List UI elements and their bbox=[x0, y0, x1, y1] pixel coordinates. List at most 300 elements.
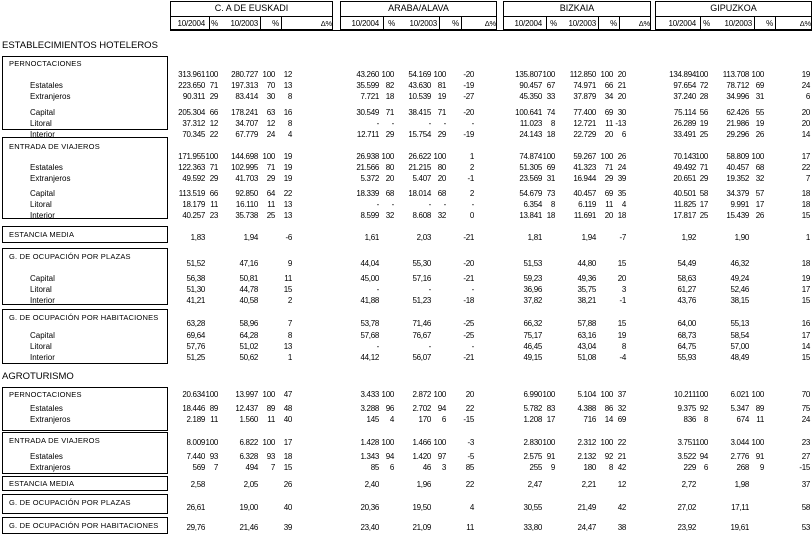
data-cell: 1.560 bbox=[239, 415, 258, 424]
data-cell: - bbox=[376, 285, 379, 294]
data-cell: 100 bbox=[751, 70, 764, 79]
data-cell: 71 bbox=[437, 108, 446, 117]
data-cell: 13 bbox=[283, 342, 292, 351]
data-cell: 27,02 bbox=[677, 503, 696, 512]
data-cell: 16 bbox=[801, 319, 810, 328]
data-cell: -15 bbox=[463, 415, 474, 424]
column-subheader: % bbox=[610, 19, 617, 28]
data-cell: 11 bbox=[756, 415, 764, 424]
data-cell: -25 bbox=[463, 331, 474, 340]
header-bottom-rule bbox=[170, 30, 812, 31]
data-cell: 3.288 bbox=[360, 404, 379, 413]
data-cell: 34.996 bbox=[726, 92, 749, 101]
data-cell: 2,47 bbox=[527, 480, 542, 489]
data-cell: 15 bbox=[617, 319, 626, 328]
data-cell: 1,81 bbox=[527, 233, 542, 242]
data-cell: 39 bbox=[617, 174, 626, 183]
data-cell: 11 bbox=[210, 415, 218, 424]
data-cell: 122.363 bbox=[178, 163, 205, 172]
data-cell: 29.296 bbox=[726, 130, 749, 139]
data-cell: 83.414 bbox=[235, 92, 258, 101]
data-cell: 37,82 bbox=[523, 296, 542, 305]
data-cell: 20 bbox=[604, 211, 613, 220]
data-cell: 10.211 bbox=[673, 390, 696, 399]
data-cell: 2.830 bbox=[523, 438, 542, 447]
data-cell: 1,90 bbox=[734, 233, 749, 242]
data-cell: 96 bbox=[385, 404, 394, 413]
data-cell: 55,30 bbox=[412, 259, 431, 268]
data-cell: 100 bbox=[695, 438, 708, 447]
data-cell: 21 bbox=[617, 452, 626, 461]
data-cell: 32 bbox=[617, 404, 626, 413]
data-cell: 70 bbox=[266, 81, 275, 90]
data-cell: -1 bbox=[467, 174, 474, 183]
data-cell: 68 bbox=[755, 163, 764, 172]
data-cell: 1,83 bbox=[190, 233, 205, 242]
data-cell: 4.388 bbox=[577, 404, 596, 413]
data-cell: 21.566 bbox=[356, 163, 379, 172]
data-cell: 8 bbox=[608, 463, 613, 472]
data-cell: 44,80 bbox=[577, 259, 596, 268]
data-cell: 1,92 bbox=[681, 233, 696, 242]
column-subheader: 10/2003 bbox=[724, 19, 752, 28]
data-cell: 11.691 bbox=[573, 211, 596, 220]
data-cell: -20 bbox=[463, 108, 474, 117]
data-cell: 57,16 bbox=[412, 274, 431, 283]
data-cell: 7 bbox=[270, 463, 275, 472]
row-label: Interior bbox=[30, 296, 55, 305]
data-cell: 9 bbox=[550, 463, 555, 472]
data-cell: -19 bbox=[463, 130, 474, 139]
data-cell: 1.466 bbox=[412, 438, 431, 447]
data-cell: 2,05 bbox=[243, 480, 258, 489]
data-cell: 70 bbox=[801, 390, 810, 399]
data-cell: 100 bbox=[751, 390, 764, 399]
data-cell: 83 bbox=[546, 404, 555, 413]
data-cell: 5.372 bbox=[360, 174, 379, 183]
row-label: Extranjeros bbox=[30, 415, 71, 424]
data-cell: 43.260 bbox=[356, 70, 379, 79]
data-cell: 19.352 bbox=[726, 174, 749, 183]
data-cell: 35.599 bbox=[356, 81, 379, 90]
data-cell: 46,32 bbox=[730, 259, 749, 268]
data-cell: 19,00 bbox=[239, 503, 258, 512]
data-cell: 20 bbox=[385, 174, 394, 183]
data-cell: 26.622 bbox=[408, 152, 431, 161]
data-cell: 10.539 bbox=[408, 92, 431, 101]
data-cell: -20 bbox=[463, 70, 474, 79]
data-cell: 2,58 bbox=[190, 480, 205, 489]
column-subheader: 10/2004 bbox=[514, 19, 542, 28]
data-cell: 11.023 bbox=[519, 119, 542, 128]
group-title: G. DE OCUPACIÓN POR PLAZAS bbox=[9, 498, 131, 507]
data-cell: 97.654 bbox=[673, 81, 696, 90]
data-cell: 57,76 bbox=[186, 342, 205, 351]
data-cell: 24.143 bbox=[519, 130, 542, 139]
subheader-separator bbox=[260, 16, 261, 30]
data-cell: 6.354 bbox=[523, 200, 542, 209]
data-cell: - bbox=[471, 119, 474, 128]
data-cell: 63,16 bbox=[577, 331, 596, 340]
data-cell: 67.779 bbox=[235, 130, 258, 139]
data-cell: 73 bbox=[546, 189, 555, 198]
data-cell: 68,73 bbox=[677, 331, 696, 340]
data-cell: 69,64 bbox=[186, 331, 205, 340]
data-cell: 205.304 bbox=[178, 108, 205, 117]
data-cell: 16.944 bbox=[573, 174, 596, 183]
data-cell: 92 bbox=[699, 404, 708, 413]
data-cell: 12 bbox=[283, 70, 292, 79]
data-cell: 100 bbox=[205, 438, 218, 447]
data-cell: 6.021 bbox=[730, 390, 749, 399]
data-cell: 2.702 bbox=[412, 404, 431, 413]
data-cell: 43,04 bbox=[577, 342, 596, 351]
data-cell: 4 bbox=[621, 200, 626, 209]
data-cell: 8 bbox=[550, 200, 555, 209]
subheader-separator bbox=[619, 16, 620, 30]
data-cell: 14 bbox=[604, 415, 613, 424]
data-cell: 1 bbox=[469, 152, 474, 161]
region-title: GIPUZKOA bbox=[710, 3, 757, 13]
data-cell: 8 bbox=[703, 415, 708, 424]
data-cell: 59,23 bbox=[523, 274, 542, 283]
data-cell: 23 bbox=[209, 211, 218, 220]
data-cell: 1.420 bbox=[412, 452, 431, 461]
data-cell: 135.807 bbox=[515, 70, 542, 79]
data-cell: 13 bbox=[283, 81, 292, 90]
data-cell: 51,08 bbox=[577, 353, 596, 362]
data-cell: -27 bbox=[463, 92, 474, 101]
subheader-separator bbox=[209, 16, 210, 30]
data-cell: 40,58 bbox=[239, 296, 258, 305]
data-cell: 1.208 bbox=[523, 415, 542, 424]
data-cell: 40 bbox=[283, 415, 292, 424]
column-subheader: 10/2004 bbox=[668, 19, 696, 28]
data-cell: 1 bbox=[287, 353, 292, 362]
data-cell: 2.189 bbox=[186, 415, 205, 424]
data-cell: 19,61 bbox=[730, 523, 749, 532]
data-cell: 21,49 bbox=[577, 503, 596, 512]
data-cell: 18.339 bbox=[356, 189, 379, 198]
data-cell: 45,00 bbox=[360, 274, 379, 283]
data-cell: 100 bbox=[433, 70, 446, 79]
data-cell: 836 bbox=[683, 415, 696, 424]
subheader-separator bbox=[461, 16, 462, 30]
data-cell: 100.641 bbox=[515, 108, 542, 117]
column-subheader: 10/2003 bbox=[230, 19, 258, 28]
data-cell: 494 bbox=[245, 463, 258, 472]
data-cell: 12.711 bbox=[356, 130, 379, 139]
data-cell: 51,02 bbox=[239, 342, 258, 351]
data-cell: 51,30 bbox=[186, 285, 205, 294]
data-cell: 11 bbox=[605, 200, 613, 209]
data-cell: 33 bbox=[546, 92, 555, 101]
row-label: Estatales bbox=[30, 404, 63, 413]
data-cell: 41,88 bbox=[360, 296, 379, 305]
data-cell: - bbox=[391, 200, 394, 209]
data-cell: 49.592 bbox=[182, 174, 205, 183]
row-label: Interior bbox=[30, 211, 55, 220]
data-cell: 12.721 bbox=[573, 119, 596, 128]
data-cell: 2,21 bbox=[581, 480, 596, 489]
data-cell: 58.809 bbox=[726, 152, 749, 161]
section-title: AGROTURISMO bbox=[2, 371, 74, 382]
data-cell: 18 bbox=[283, 452, 292, 461]
group-title: PERNOCTACIONES bbox=[9, 59, 82, 68]
data-cell: 1,96 bbox=[416, 480, 431, 489]
data-cell: 15 bbox=[617, 259, 626, 268]
data-cell: 81 bbox=[437, 81, 446, 90]
data-cell: 15.754 bbox=[408, 130, 431, 139]
data-cell: 41.703 bbox=[235, 174, 258, 183]
data-cell: 100 bbox=[262, 70, 275, 79]
data-cell: 44,12 bbox=[360, 353, 379, 362]
data-cell: 67 bbox=[546, 81, 555, 90]
data-cell: 69 bbox=[546, 163, 555, 172]
data-cell: 12 bbox=[617, 480, 626, 489]
data-cell: 100 bbox=[205, 390, 218, 399]
data-cell: 37 bbox=[617, 390, 626, 399]
data-cell: 19 bbox=[755, 119, 764, 128]
column-subheader: % bbox=[452, 19, 459, 28]
data-cell: -15 bbox=[799, 463, 810, 472]
data-cell: 32 bbox=[385, 211, 394, 220]
data-cell: 100 bbox=[695, 390, 708, 399]
data-cell: 69 bbox=[604, 189, 613, 198]
data-cell: 6.822 bbox=[239, 438, 258, 447]
data-cell: 6.990 bbox=[523, 390, 542, 399]
data-cell: 11 bbox=[284, 274, 292, 283]
data-cell: 100 bbox=[542, 152, 555, 161]
data-cell: 90.457 bbox=[519, 81, 542, 90]
data-cell: 34 bbox=[604, 92, 613, 101]
data-cell: 7.440 bbox=[186, 452, 205, 461]
data-cell: 8.599 bbox=[360, 211, 379, 220]
data-cell: 15 bbox=[283, 285, 292, 294]
data-cell: 44,78 bbox=[239, 285, 258, 294]
data-cell: 9 bbox=[759, 463, 764, 472]
data-cell: 1,94 bbox=[243, 233, 258, 242]
data-cell: 50,62 bbox=[239, 353, 258, 362]
data-cell: 20 bbox=[801, 108, 810, 117]
data-cell: 58 bbox=[801, 503, 810, 512]
data-cell: 45.350 bbox=[519, 92, 542, 101]
data-cell: 4 bbox=[287, 130, 292, 139]
data-cell: 113.708 bbox=[722, 70, 749, 79]
data-cell: 3 bbox=[441, 463, 446, 472]
group-title: ENTRADA DE VIAJEROS bbox=[9, 142, 100, 151]
data-cell: 29 bbox=[437, 130, 446, 139]
data-cell: 51,25 bbox=[186, 353, 205, 362]
data-cell: 20 bbox=[604, 130, 613, 139]
data-cell: 37.240 bbox=[673, 92, 696, 101]
data-cell: 17 bbox=[755, 200, 764, 209]
data-cell: 93 bbox=[266, 452, 275, 461]
data-cell: 18 bbox=[546, 130, 555, 139]
row-label: Litoral bbox=[30, 342, 52, 351]
data-cell: 40.457 bbox=[726, 163, 749, 172]
data-cell: 71 bbox=[209, 81, 218, 90]
data-cell: 100 bbox=[433, 390, 446, 399]
data-cell: 674 bbox=[736, 415, 749, 424]
data-cell: 26.289 bbox=[673, 119, 696, 128]
data-cell: 91 bbox=[755, 452, 764, 461]
data-cell: 80 bbox=[437, 163, 446, 172]
data-cell: 8 bbox=[621, 342, 626, 351]
data-cell: 100 bbox=[433, 438, 446, 447]
data-cell: 74.874 bbox=[519, 152, 542, 161]
data-cell: 68 bbox=[385, 189, 394, 198]
data-cell: 100 bbox=[262, 438, 275, 447]
data-cell: 17 bbox=[283, 438, 292, 447]
data-cell: 57 bbox=[755, 189, 764, 198]
subheader-separator bbox=[439, 16, 440, 30]
data-cell: 11 bbox=[210, 200, 218, 209]
data-cell: 18 bbox=[801, 259, 810, 268]
row-label: Interior bbox=[30, 353, 55, 362]
data-cell: 32 bbox=[437, 211, 446, 220]
data-cell: 54.679 bbox=[519, 189, 542, 198]
data-cell: 46 bbox=[422, 463, 431, 472]
data-cell: 6 bbox=[621, 130, 626, 139]
data-cell: 19,50 bbox=[412, 503, 431, 512]
data-cell: 78.712 bbox=[726, 81, 749, 90]
data-cell: 53 bbox=[801, 523, 810, 532]
data-cell: 100 bbox=[433, 152, 446, 161]
data-cell: 57,88 bbox=[577, 319, 596, 328]
data-cell: 59.267 bbox=[573, 152, 596, 161]
data-cell: 2.776 bbox=[730, 452, 749, 461]
data-cell: 1.343 bbox=[360, 452, 379, 461]
data-cell: 3.522 bbox=[677, 452, 696, 461]
data-cell: 7 bbox=[213, 463, 218, 472]
data-cell: 112.850 bbox=[569, 70, 596, 79]
data-cell: 17 bbox=[801, 152, 810, 161]
data-cell: 100 bbox=[600, 438, 613, 447]
region-header-divider bbox=[503, 16, 651, 17]
data-cell: 17,11 bbox=[731, 503, 749, 512]
data-cell: 20,36 bbox=[360, 503, 379, 512]
subheader-separator bbox=[598, 16, 599, 30]
data-cell: 17.817 bbox=[673, 211, 696, 220]
data-cell: -20 bbox=[463, 259, 474, 268]
data-cell: 100 bbox=[542, 390, 555, 399]
data-cell: 38 bbox=[617, 523, 626, 532]
data-cell: 100 bbox=[205, 152, 218, 161]
data-cell: 1,98 bbox=[734, 480, 749, 489]
data-cell: 9 bbox=[287, 259, 292, 268]
data-cell: 12.437 bbox=[235, 404, 258, 413]
column-subheader: % bbox=[703, 19, 710, 28]
data-cell: 53,78 bbox=[360, 319, 379, 328]
group-title: ESTANCIA MEDIA bbox=[9, 479, 75, 488]
data-cell: 56,38 bbox=[186, 274, 205, 283]
data-cell: 223.650 bbox=[178, 81, 205, 90]
data-cell: 31 bbox=[546, 174, 555, 183]
data-cell: 75 bbox=[801, 404, 810, 413]
data-cell: 180 bbox=[583, 463, 596, 472]
data-cell: -7 bbox=[619, 233, 626, 242]
data-cell: 49,24 bbox=[730, 274, 749, 283]
data-cell: 43,76 bbox=[677, 296, 696, 305]
data-cell: 71 bbox=[604, 163, 613, 172]
column-subheader: % bbox=[766, 19, 773, 28]
data-cell: 100 bbox=[262, 152, 275, 161]
data-cell: 66,32 bbox=[523, 319, 542, 328]
data-cell: 229 bbox=[683, 463, 696, 472]
data-cell: 21,09 bbox=[412, 523, 431, 532]
data-cell: -18 bbox=[463, 296, 474, 305]
column-subheader: 10/2004 bbox=[177, 19, 205, 28]
data-cell: 100 bbox=[695, 152, 708, 161]
data-cell: 6.119 bbox=[578, 200, 596, 209]
data-cell: 66 bbox=[209, 189, 218, 198]
data-cell: 8 bbox=[287, 119, 292, 128]
data-cell: -21 bbox=[463, 274, 474, 283]
data-cell: 69 bbox=[755, 81, 764, 90]
data-cell: 43.630 bbox=[408, 81, 431, 90]
data-cell: 19 bbox=[283, 152, 292, 161]
data-cell: 100 bbox=[695, 70, 708, 79]
data-cell: 7 bbox=[287, 319, 292, 328]
data-cell: -6 bbox=[285, 233, 292, 242]
data-cell: 61,27 bbox=[677, 285, 696, 294]
data-cell: 19 bbox=[699, 119, 708, 128]
data-cell: 41,21 bbox=[186, 296, 205, 305]
data-cell: -5 bbox=[467, 452, 474, 461]
data-cell: 100 bbox=[381, 70, 394, 79]
data-cell: 8.608 bbox=[412, 211, 431, 220]
data-cell: 19 bbox=[801, 274, 810, 283]
data-cell: 34.707 bbox=[235, 119, 258, 128]
data-cell: 35 bbox=[617, 189, 626, 198]
data-cell: - bbox=[471, 200, 474, 209]
data-cell: 9.991 bbox=[730, 200, 749, 209]
data-cell: 26 bbox=[755, 130, 764, 139]
data-cell: 29 bbox=[385, 130, 394, 139]
data-cell: 1 bbox=[805, 233, 810, 242]
data-cell: 29 bbox=[604, 174, 613, 183]
data-cell: 93 bbox=[209, 452, 218, 461]
data-cell: 33.491 bbox=[673, 130, 696, 139]
data-cell: 15 bbox=[801, 211, 810, 220]
data-cell: - bbox=[391, 119, 394, 128]
region-title: ARABA/ALAVA bbox=[388, 3, 449, 13]
data-cell: 54.169 bbox=[408, 70, 431, 79]
data-cell: 280.727 bbox=[231, 70, 258, 79]
data-cell: 55,93 bbox=[677, 353, 696, 362]
data-cell: -4 bbox=[619, 353, 626, 362]
data-cell: 51,23 bbox=[412, 296, 431, 305]
data-cell: 21.215 bbox=[408, 163, 431, 172]
data-cell: 18.446 bbox=[182, 404, 205, 413]
data-cell: 4 bbox=[389, 415, 394, 424]
data-cell: 6 bbox=[389, 463, 394, 472]
region-header-divider bbox=[170, 16, 333, 17]
data-cell: 37.879 bbox=[573, 92, 596, 101]
column-subheader: Δ% bbox=[320, 19, 332, 28]
data-cell: 16 bbox=[283, 108, 292, 117]
data-cell: 716 bbox=[583, 415, 596, 424]
data-cell: 100 bbox=[600, 152, 613, 161]
data-cell: 18 bbox=[617, 211, 626, 220]
data-cell: 7 bbox=[805, 174, 810, 183]
data-cell: - bbox=[471, 285, 474, 294]
data-cell: 18 bbox=[546, 211, 555, 220]
data-cell: 6 bbox=[441, 415, 446, 424]
data-cell: - bbox=[428, 285, 431, 294]
data-cell: 94 bbox=[437, 404, 446, 413]
